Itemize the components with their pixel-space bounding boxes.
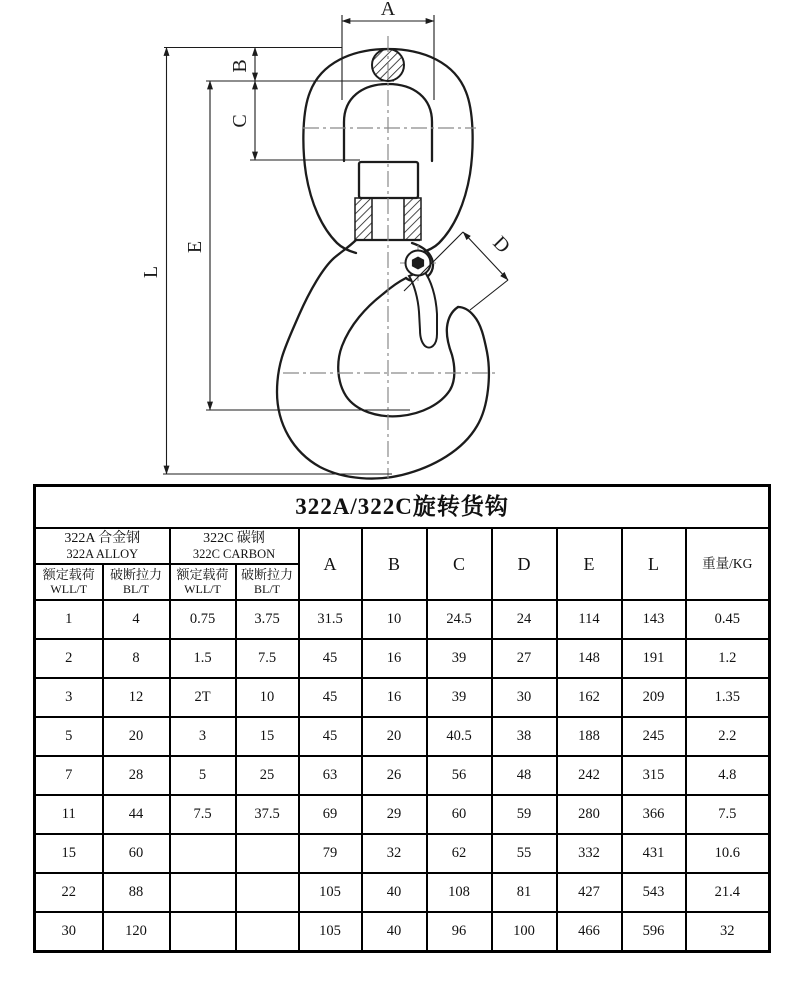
table-cell: 143 xyxy=(622,600,686,639)
table-cell: 188 xyxy=(557,717,622,756)
table-cell: 37.5 xyxy=(236,795,299,834)
table-cell: 2 xyxy=(35,639,103,678)
table-cell: 39 xyxy=(427,639,492,678)
table-cell: 5 xyxy=(170,756,236,795)
dim-label-b: B xyxy=(229,59,251,73)
dimension-c xyxy=(229,81,255,160)
hook-technical-drawing xyxy=(0,0,800,482)
centerlines xyxy=(283,36,497,478)
table-cell: 40.5 xyxy=(427,717,492,756)
table-cell: 10 xyxy=(362,600,427,639)
table-cell: 4.8 xyxy=(686,756,770,795)
dim-label-a: A xyxy=(380,0,396,20)
table-cell: 8 xyxy=(103,639,170,678)
table-cell: 60 xyxy=(103,834,170,873)
table-cell: 16 xyxy=(362,639,427,678)
table-cell: 48 xyxy=(492,756,557,795)
table-cell: 148 xyxy=(557,639,622,678)
table-row xyxy=(35,873,770,912)
col-header-d: D xyxy=(492,528,557,600)
table-cell: 15 xyxy=(236,717,299,756)
table-cell xyxy=(170,912,236,952)
table-cell: 26 xyxy=(362,756,427,795)
table-cell: 55 xyxy=(492,834,557,873)
table-cell: 39 xyxy=(427,678,492,717)
table-cell: 3 xyxy=(35,678,103,717)
table-cell: 15 xyxy=(35,834,103,873)
table-cell: 245 xyxy=(622,717,686,756)
table-cell: 56 xyxy=(427,756,492,795)
table-cell: 543 xyxy=(622,873,686,912)
table-cell: 40 xyxy=(362,873,427,912)
table-cell: 7.5 xyxy=(236,639,299,678)
table-row xyxy=(35,912,770,952)
col-header-a: A xyxy=(299,528,362,600)
table-cell: 45 xyxy=(299,639,362,678)
table-cell: 431 xyxy=(622,834,686,873)
table-cell: 0.45 xyxy=(686,600,770,639)
col-header-weight: 重量/KG xyxy=(686,528,770,600)
table-cell: 20 xyxy=(362,717,427,756)
group-322c-en: 322C CARBON xyxy=(192,546,276,561)
table-cell: 4 xyxy=(103,600,170,639)
table-cell: 32 xyxy=(686,912,770,952)
col-header-bl-322a: 破断拉力 BL/T xyxy=(103,564,170,600)
table-cell: 114 xyxy=(557,600,622,639)
table-cell: 100 xyxy=(492,912,557,952)
table-cell: 44 xyxy=(103,795,170,834)
table-cell: 1.2 xyxy=(686,639,770,678)
col-header-e: E xyxy=(557,528,622,600)
table-cell: 2T xyxy=(170,678,236,717)
table-cell: 596 xyxy=(622,912,686,952)
table-cell: 20 xyxy=(103,717,170,756)
table-title: 322A/322C旋转货钩 xyxy=(35,486,770,529)
table-cell: 332 xyxy=(557,834,622,873)
col-header-c: C xyxy=(427,528,492,600)
group-header-row xyxy=(35,528,770,564)
table-cell: 30 xyxy=(492,678,557,717)
table-cell: 120 xyxy=(103,912,170,952)
table-cell: 40 xyxy=(362,912,427,952)
col-header-wll-322c: 额定载荷 WLL/T xyxy=(170,564,236,600)
table-cell: 38 xyxy=(492,717,557,756)
table-cell xyxy=(170,834,236,873)
table-cell: 32 xyxy=(362,834,427,873)
spec-table xyxy=(33,484,771,953)
table-row xyxy=(35,639,770,678)
table-cell: 24.5 xyxy=(427,600,492,639)
table-cell: 105 xyxy=(299,912,362,952)
table-cell: 366 xyxy=(622,795,686,834)
dimension-e xyxy=(184,81,210,410)
table-cell: 60 xyxy=(427,795,492,834)
spec-table-body xyxy=(35,600,770,952)
table-cell: 108 xyxy=(427,873,492,912)
table-row xyxy=(35,756,770,795)
table-cell: 28 xyxy=(103,756,170,795)
table-cell: 3 xyxy=(170,717,236,756)
table-cell: 280 xyxy=(557,795,622,834)
table-cell: 105 xyxy=(299,873,362,912)
table-cell xyxy=(236,912,299,952)
table-cell: 31.5 xyxy=(299,600,362,639)
table-cell: 162 xyxy=(557,678,622,717)
table-cell: 29 xyxy=(362,795,427,834)
table-cell: 466 xyxy=(557,912,622,952)
col-header-l: L xyxy=(622,528,686,600)
table-row xyxy=(35,717,770,756)
dim-label-e: E xyxy=(184,240,206,254)
extension-lines xyxy=(163,48,410,475)
table-cell: 3.75 xyxy=(236,600,299,639)
col-header-wll-322a: 额定载荷 WLL/T xyxy=(35,564,103,600)
dimension-b xyxy=(229,48,255,82)
table-cell: 30 xyxy=(35,912,103,952)
table-cell: 191 xyxy=(622,639,686,678)
table-cell: 24 xyxy=(492,600,557,639)
table-cell: 0.75 xyxy=(170,600,236,639)
table-cell: 62 xyxy=(427,834,492,873)
dim-label-c: C xyxy=(229,114,251,128)
table-cell: 1 xyxy=(35,600,103,639)
table-title-row xyxy=(35,486,770,529)
hook-body xyxy=(277,240,489,479)
table-cell: 81 xyxy=(492,873,557,912)
table-row xyxy=(35,600,770,639)
latch-pivot xyxy=(400,245,436,281)
table-cell: 5 xyxy=(35,717,103,756)
group-322a-cn: 322A 合金钢 xyxy=(64,531,141,547)
table-cell: 7 xyxy=(35,756,103,795)
col-header-bl-322c: 破断拉力 BL/T xyxy=(236,564,299,600)
table-cell: 11 xyxy=(35,795,103,834)
table-cell: 69 xyxy=(299,795,362,834)
table-cell: 7.5 xyxy=(686,795,770,834)
table-cell: 12 xyxy=(103,678,170,717)
table-cell: 96 xyxy=(427,912,492,952)
dimension-l xyxy=(140,48,167,475)
table-cell: 1.35 xyxy=(686,678,770,717)
table-cell: 45 xyxy=(299,678,362,717)
table-cell xyxy=(236,834,299,873)
table-cell: 16 xyxy=(362,678,427,717)
table-cell: 79 xyxy=(299,834,362,873)
group-322a-en: 322A ALLOY xyxy=(66,546,139,561)
table-cell: 209 xyxy=(622,678,686,717)
col-header-b: B xyxy=(362,528,427,600)
table-cell: 63 xyxy=(299,756,362,795)
table-row xyxy=(35,795,770,834)
table-cell: 7.5 xyxy=(170,795,236,834)
table-cell: 88 xyxy=(103,873,170,912)
table-cell: 59 xyxy=(492,795,557,834)
table-cell: 27 xyxy=(492,639,557,678)
table-cell: 10 xyxy=(236,678,299,717)
table-cell: 1.5 xyxy=(170,639,236,678)
table-cell: 242 xyxy=(557,756,622,795)
table-cell: 10.6 xyxy=(686,834,770,873)
table-cell: 21.4 xyxy=(686,873,770,912)
table-cell xyxy=(236,873,299,912)
table-cell: 45 xyxy=(299,717,362,756)
table-cell: 25 xyxy=(236,756,299,795)
table-cell xyxy=(170,873,236,912)
group-322a-alloy xyxy=(35,528,170,564)
table-cell: 22 xyxy=(35,873,103,912)
table-cell: 315 xyxy=(622,756,686,795)
group-322c-carbon xyxy=(170,528,299,564)
table-row xyxy=(35,834,770,873)
table-cell: 427 xyxy=(557,873,622,912)
dim-label-l: L xyxy=(140,265,162,279)
dim-label-d: D xyxy=(488,231,515,258)
table-row xyxy=(35,678,770,717)
group-322c-cn: 322C 碳钢 xyxy=(203,531,265,547)
table-cell: 2.2 xyxy=(686,717,770,756)
